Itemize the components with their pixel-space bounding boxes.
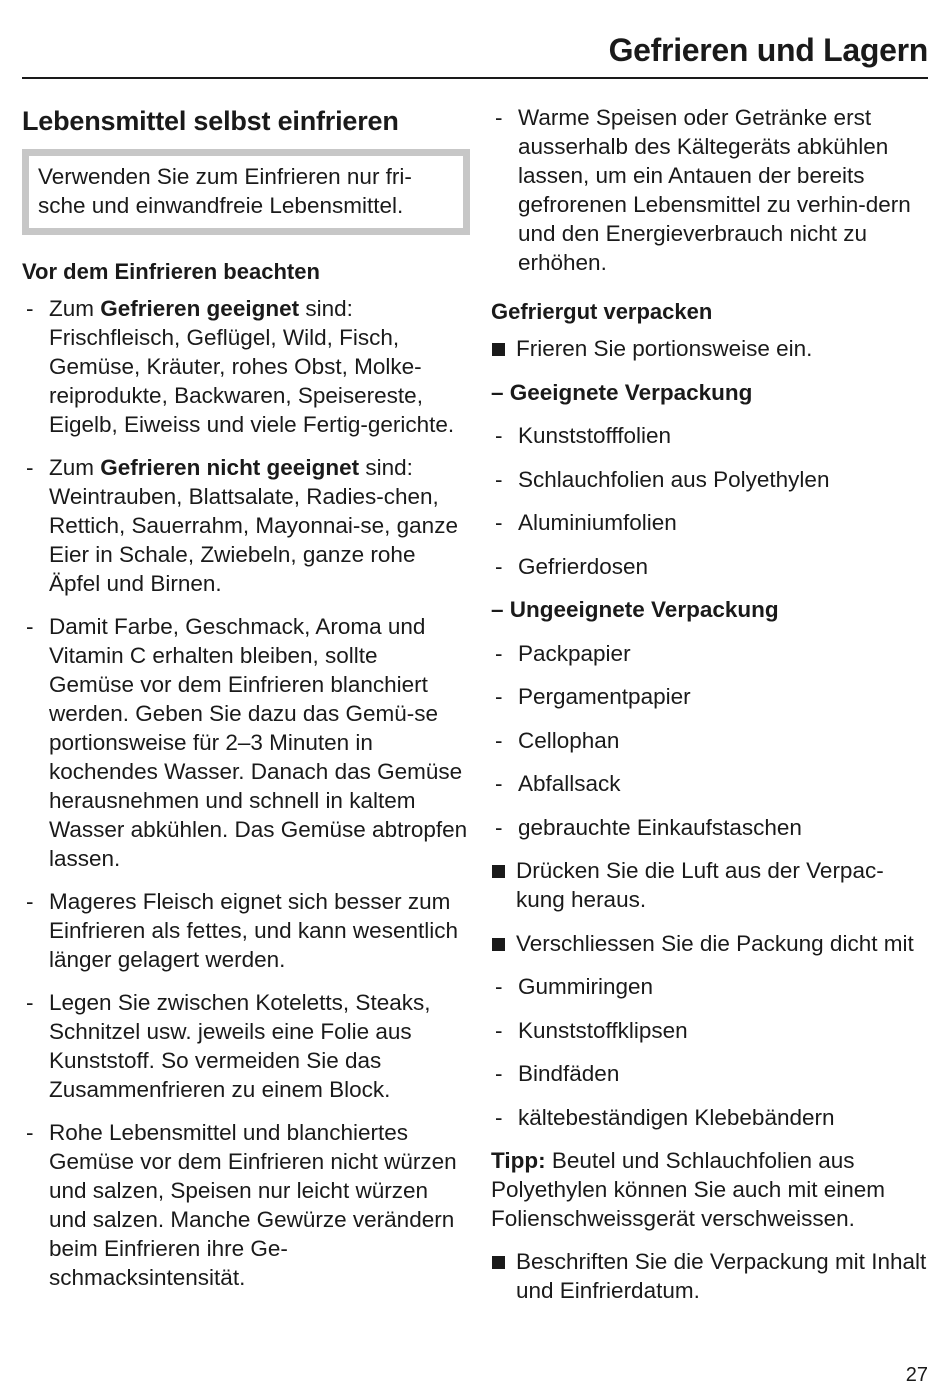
list-item: - Packpapier	[491, 639, 931, 668]
list-item: - Zum Gefrieren geeignet sind: Frischfleisch, Geflügel, Wild, Fisch, Gemüse, Kräuter, rohes Obst, Molke-reiprodukte, Backwaren, Speisereste, Eigelb, Eiweiss und viele Fertig-gerichte.	[22, 294, 468, 439]
tip-text: Beutel und Schlauchfolien aus Polyethylen können Sie auch mit einem Folienschweissgerät verschweissen.	[491, 1148, 885, 1231]
tip-paragraph	[491, 1146, 931, 1233]
list-item: - Legen Sie zwischen Koteletts, Steaks, Schnitzel usw. jeweils eine Folie aus Kunststoff. So vermeiden Sie das Zusammenfrieren zu einem Block.	[22, 988, 468, 1104]
notice-line-2: sche und einwandfreie Lebensmittel.	[38, 193, 404, 218]
list-item: - Bindfäden	[491, 1059, 931, 1088]
square-bullet-icon	[492, 865, 505, 878]
subheading-packaging: Gefriergut verpacken	[491, 299, 713, 324]
tip-label: Tipp:	[491, 1148, 546, 1173]
suitable-packaging-list	[491, 421, 931, 581]
unsuitable-packaging-heading: – Ungeeignete Verpackung	[491, 597, 779, 622]
notice-line-1: Verwenden Sie zum Einfrieren nur fri-	[38, 164, 412, 189]
page-title: Gefrieren und Lagern	[608, 32, 928, 68]
left-column	[22, 103, 468, 1306]
step-item: Verschliessen Sie die Packung dicht mit	[491, 929, 931, 958]
list-item: - Rohe Lebensmittel und blanchiertes Gemüse vor dem Einfrieren nicht würzen und salzen, Speisen nur leicht würzen und salzen. Manche Gewürze verändern beim Einfrieren ihre Ge-schmacksintensität.	[22, 1118, 468, 1292]
list-item: - Kunststoffklipsen	[491, 1016, 931, 1045]
step-item: Drücken Sie die Luft aus der Verpac-kung heraus.	[491, 856, 931, 914]
square-bullet-icon	[492, 938, 505, 951]
page-number: 27	[905, 1364, 928, 1386]
square-bullet-icon	[492, 343, 505, 356]
step-item: Frieren Sie portionsweise ein.	[491, 334, 931, 363]
list-item: - Cellophan	[491, 726, 931, 755]
list-item: - Damit Farbe, Geschmack, Aroma und Vitamin C erhalten bleiben, sollte Gemüse vor dem Einfrieren blanchiert werden. Geben Sie dazu das Gemü-se portionsweise für 2–3 Minuten in kochendes Wasser. Danach das Gemüse herausnehmen und schnell in kaltem Wasser abkühlen. Das Gemüse abtropfen lassen.	[22, 612, 468, 873]
subheading-before-freezing: Vor dem Einfrieren beachten	[22, 259, 320, 284]
list-item: - Warme Speisen oder Getränke erst ausserhalb des Kältegeräts abkühlen lassen, um ein Antauen der bereits gefrorenen Lebensmittel zu verhin-dern und den Energieverbrauch nicht zu erhöhen.	[491, 103, 931, 277]
before-freezing-list	[22, 294, 468, 1292]
list-item: - Pergamentpapier	[491, 682, 931, 711]
page-header	[22, 28, 928, 79]
list-item: - Aluminiumfolien	[491, 508, 931, 537]
list-item: - Kunststofffolien	[491, 421, 931, 450]
list-item: - Zum Gefrieren nicht geeignet sind: Weintrauben, Blattsalate, Radies-chen, Rettich, Sauerrahm, Mayonnai-se, ganze Eier in Schale, Zwiebeln, ganze rohe Äpfel und Birnen.	[22, 453, 468, 598]
continued-list	[491, 103, 931, 277]
list-item: - Abfallsack	[491, 769, 931, 798]
square-bullet-icon	[492, 1256, 505, 1269]
list-item: - Schlauchfolien aus Polyethylen	[491, 465, 931, 494]
suitable-packaging-heading: – Geeignete Verpackung	[491, 379, 753, 405]
step-item: Beschriften Sie die Verpackung mit Inhalt und Einfrierdatum.	[491, 1247, 931, 1305]
right-column	[491, 103, 931, 1320]
closures-list	[491, 972, 931, 1132]
list-item: - Gefrierdosen	[491, 552, 931, 581]
list-item: - kältebeständigen Klebebändern	[491, 1103, 931, 1132]
unsuitable-packaging-list	[491, 639, 931, 842]
section-title: Lebensmittel selbst einfrieren	[22, 106, 399, 136]
notice-box	[22, 149, 470, 235]
list-item: - gebrauchte Einkaufstaschen	[491, 813, 931, 842]
list-item: - Gummiringen	[491, 972, 931, 1001]
list-item: - Mageres Fleisch eignet sich besser zum Einfrieren als fettes, und kann wesentlich länger gelagert werden.	[22, 887, 468, 974]
